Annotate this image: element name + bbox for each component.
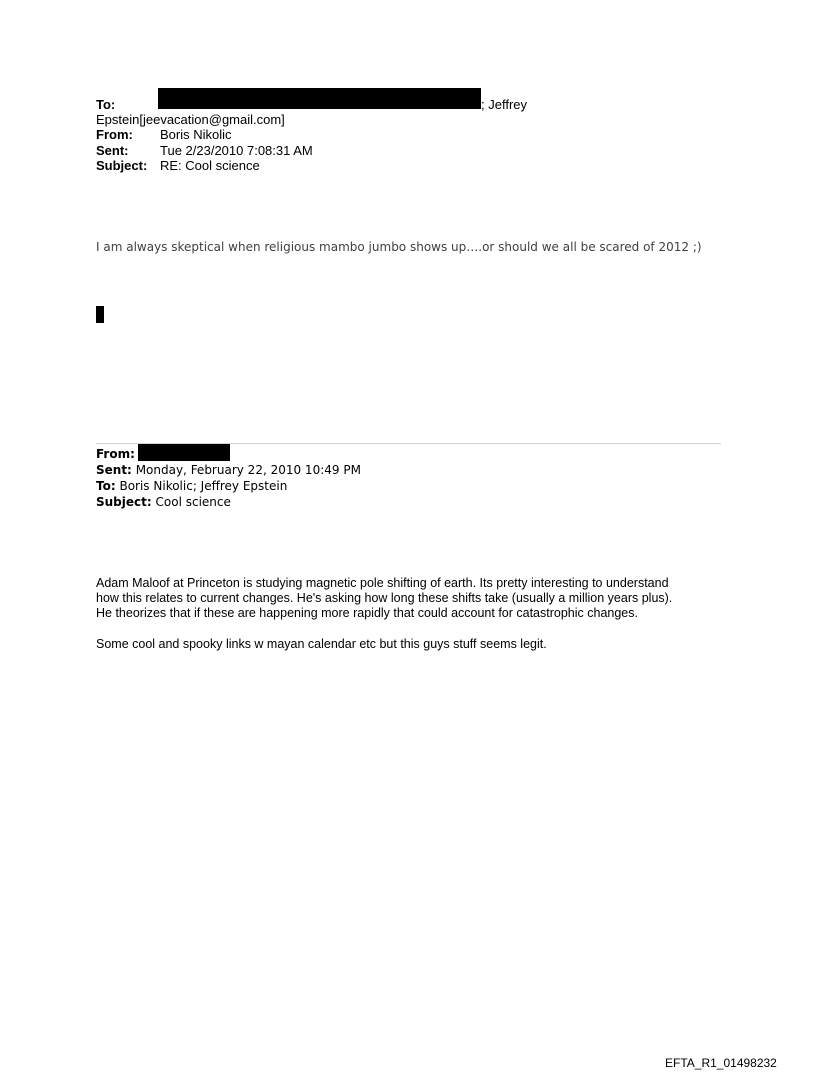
original-body-paragraph: Some cool and spooky links w mayan calendar etc but this guys stuff seems legit. (96, 637, 547, 651)
redaction-block (96, 306, 104, 323)
header-to-row (96, 97, 115, 112)
redaction-bar (138, 444, 230, 461)
header-from-value: Boris Nikolic (160, 127, 232, 142)
header-sent-row (96, 143, 129, 158)
document-id: EFTA_R1_01498232 (665, 1056, 777, 1070)
original-subject-label: Subject: (96, 495, 152, 509)
original-to-value: Boris Nikolic; Jeffrey Epstein (119, 479, 288, 493)
header-sent-value: Tue 2/23/2010 7:08:31 AM (160, 143, 313, 158)
header-subject-row (96, 158, 147, 173)
header-to-continued: Epstein[jeevacation@gmail.com] (96, 112, 285, 127)
original-to-row (96, 478, 287, 494)
header-to-suffix: ; Jeffrey (481, 97, 528, 112)
header-subject-label: Subject: (96, 158, 148, 173)
original-body-line: how this relates to current changes. He's asking how long these shifts take (usually a million years plus). (96, 591, 673, 605)
original-sent-row (96, 462, 361, 478)
original-to-label: To: (96, 479, 116, 493)
original-body-line: He theorizes that if these are happening more rapidly that could account for catastrophic changes. (96, 606, 638, 620)
header-from-label: From: (96, 127, 133, 142)
reply-body-text: I am always skeptical when religious mambo jumbo shows up….or should we all be scared of 2012 ;) (96, 240, 702, 254)
original-subject-value: Cool science (155, 495, 231, 509)
header-subject-value: RE: Cool science (160, 158, 260, 173)
original-subject-row (96, 494, 231, 510)
original-body-line: Adam Maloof at Princeton is studying magnetic pole shifting of earth. Its pretty interesting to understand (96, 576, 669, 590)
redaction-bar (158, 88, 481, 109)
original-from-label: From: (96, 447, 135, 461)
original-sent-label: Sent: (96, 463, 132, 477)
original-from-row (96, 446, 135, 462)
original-sent-value: Monday, February 22, 2010 10:49 PM (135, 463, 361, 477)
header-from-row (96, 127, 133, 142)
header-to-label: To: (96, 97, 116, 112)
header-sent-label: Sent: (96, 143, 129, 158)
